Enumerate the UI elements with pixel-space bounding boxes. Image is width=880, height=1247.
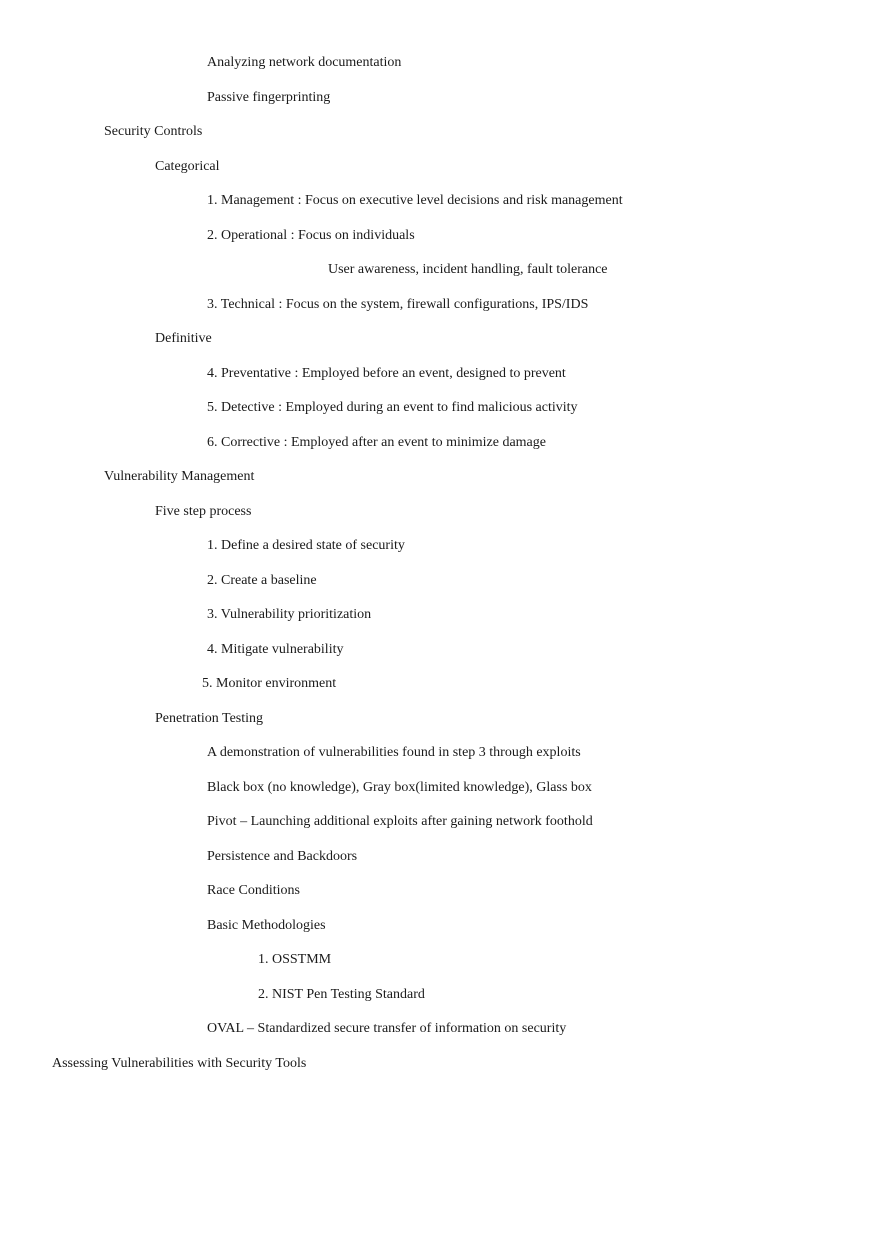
outline-item: Passive fingerprinting	[207, 90, 331, 105]
section-heading: Vulnerability Management	[104, 469, 255, 484]
top-level-heading: Assessing Vulnerabilities with Security Tools	[52, 1056, 307, 1071]
outline-item: Basic Methodologies	[207, 918, 326, 933]
outline-item: 2. NIST Pen Testing Standard	[258, 987, 425, 1002]
subsection-heading: Definitive	[155, 331, 212, 346]
outline-item: Persistence and Backdoors	[207, 849, 358, 864]
outline-item: Race Conditions	[207, 883, 300, 898]
outline-item: 3. Technical : Focus on the system, firewall configurations, IPS/IDS	[207, 297, 589, 312]
outline-item: 4. Mitigate vulnerability	[207, 642, 344, 657]
outline-item: A demonstration of vulnerabilities found in step 3 through exploits	[207, 745, 581, 760]
section-heading: Security Controls	[104, 124, 203, 139]
outline-item: 6. Corrective : Employed after an event to minimize damage	[207, 435, 546, 450]
outline-item: Black box (no knowledge), Gray box(limited knowledge), Glass box	[207, 780, 592, 795]
subsection-heading: Categorical	[155, 159, 220, 174]
outline-item: User awareness, incident handling, fault tolerance	[328, 262, 608, 277]
outline-item: 5. Monitor environment	[202, 676, 337, 691]
outline-item: 2. Operational : Focus on individuals	[207, 228, 415, 243]
subsection-heading: Penetration Testing	[155, 711, 264, 726]
outline-item: 2. Create a baseline	[207, 573, 317, 588]
outline-item: 1. Define a desired state of security	[207, 538, 405, 553]
outline-item: Analyzing network documentation	[207, 55, 402, 70]
outline-item: 3. Vulnerability prioritization	[207, 607, 372, 622]
outline-item: 1. OSSTMM	[258, 952, 332, 967]
outline-item: Pivot – Launching additional exploits after gaining network foothold	[207, 814, 593, 829]
outline-item: 5. Detective : Employed during an event to find malicious activity	[207, 400, 578, 415]
subsection-heading: Five step process	[155, 504, 252, 519]
outline-item: OVAL – Standardized secure transfer of information on security	[207, 1021, 567, 1036]
outline-item: 4. Preventative : Employed before an event, designed to prevent	[207, 366, 566, 381]
outline-item: 1. Management : Focus on executive level decisions and risk management	[207, 193, 623, 208]
